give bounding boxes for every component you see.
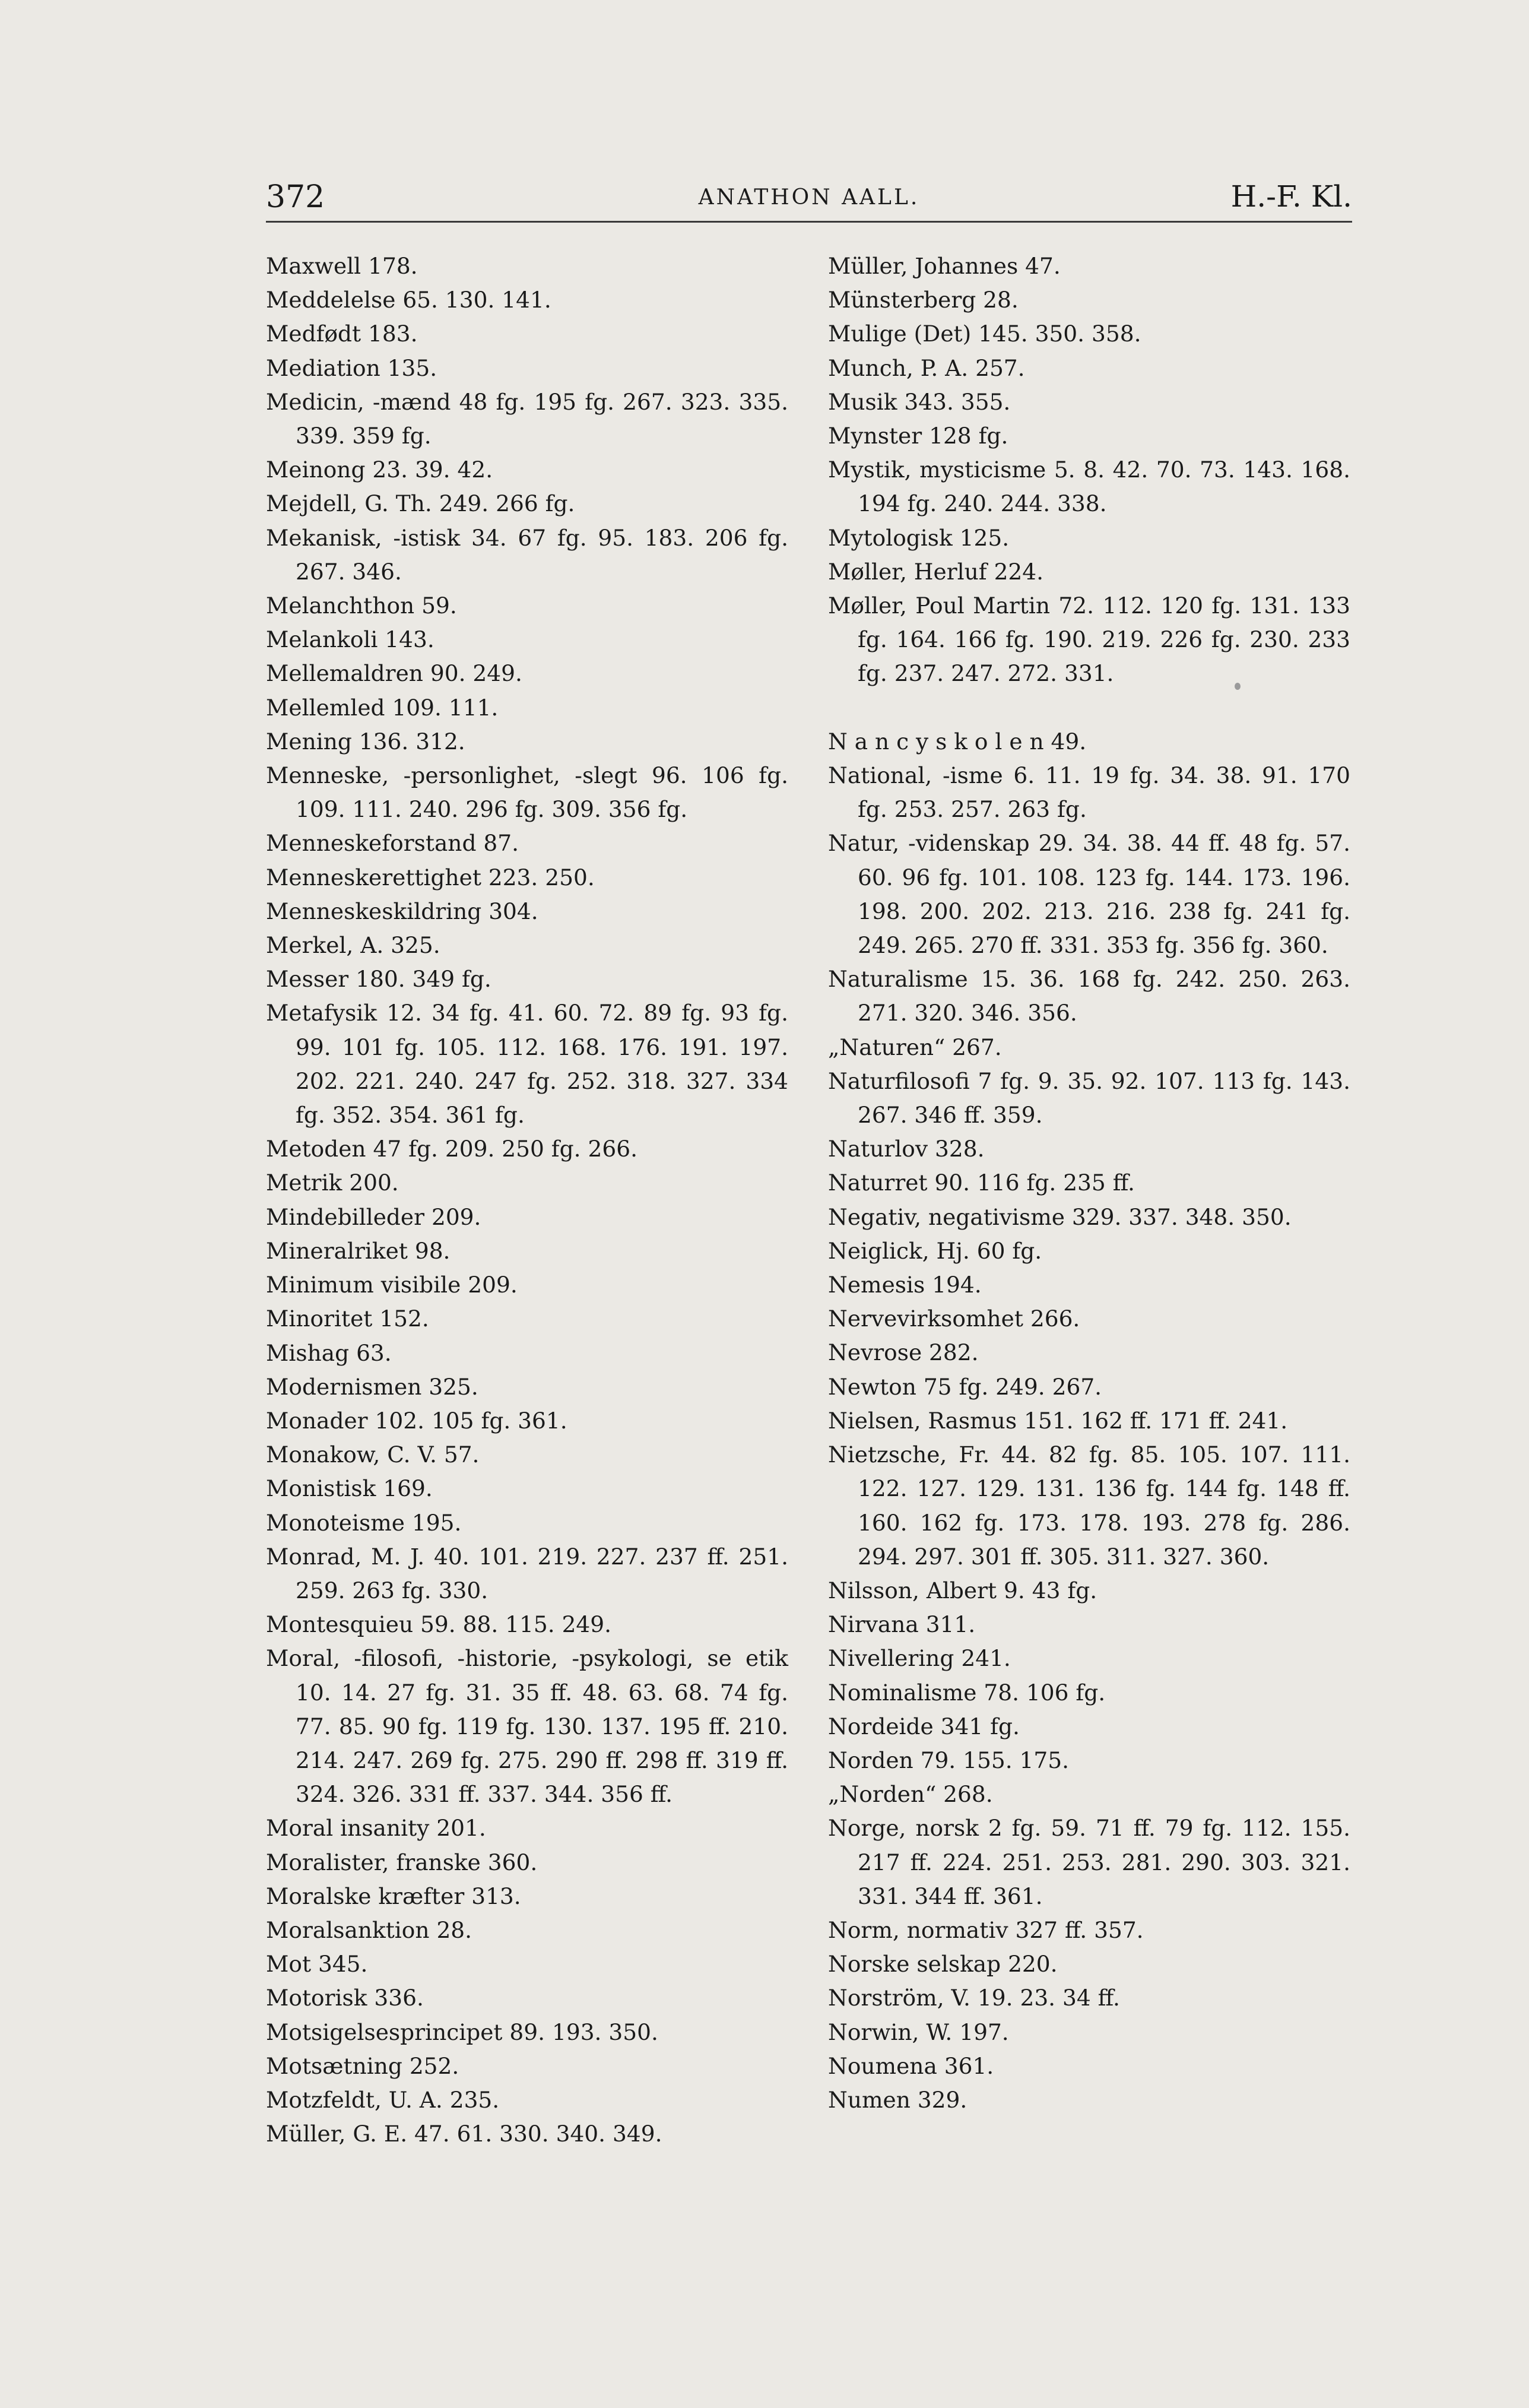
index-entry: Metrik 200. xyxy=(266,1170,399,1196)
index-entry: Montesquieu 59. 88. 115. 249. xyxy=(266,1611,612,1638)
index-entry: Monoteisme 195. xyxy=(266,1509,462,1536)
index-entry: Motorisk 336. xyxy=(266,1985,424,2011)
index-entry: Møller, Herluf 224. xyxy=(828,558,1044,585)
index-entry: Melanchthon 59. xyxy=(266,593,457,619)
index-entry: Monakow, C. V. 57. xyxy=(266,1441,480,1468)
index-entry: Motsigelsesprincipet 89. 193. 350. xyxy=(266,2019,658,2045)
index-entry: Moral, -filosofi, -historie, -psykologi, se etik 10. 14. 27 fg. 31. 35 ff. 48. 63. 68. 74 fg. 77. 85. 90 fg. 119 fg. 130. 137. 195 ff. 210. 214. 247. 269 fg. 275. 290 ff. 298 ff. 319 ff. 324. 326. 331 ff. 337. 344. 356 ff. xyxy=(266,1645,788,1808)
index-entry: Nemesis 194. xyxy=(828,1272,982,1298)
index-entry: Norske selskap 220. xyxy=(828,1951,1058,1978)
index-entry: Mineralriket 98. xyxy=(266,1237,451,1264)
index-entry: Meinong 23. 39. 42. xyxy=(266,457,493,483)
index-entry: Mynster 128 fg. xyxy=(828,423,1008,449)
index-entry: Metafysik 12. 34 fg. 41. 60. 72. 89 fg. 93 fg. 99. 101 fg. 105. 112. 168. 176. 191. 197. 202. 221. 240. 247 fg. 252. 318. 327. 334 fg. 352. 354. 361 fg. xyxy=(266,1000,788,1129)
index-entry: Menneskeforstand 87. xyxy=(266,830,519,857)
index-entry: Norden 79. 155. 175. xyxy=(828,1747,1070,1773)
index-entry: Motzfeldt, U. A. 235. xyxy=(266,2086,500,2113)
index-entry: Nilsson, Albert 9. 43 fg. xyxy=(828,1577,1097,1604)
index-entry: National, -isme 6. 11. 19 fg. 34. 38. 91. 170 fg. 253. 257. 263 fg. xyxy=(828,762,1350,823)
page-header xyxy=(266,172,1352,220)
index-entry: Norm, normativ 327 ff. 357. xyxy=(828,1916,1144,1943)
index-entry: Modernismen 325. xyxy=(266,1373,478,1400)
index-entry: Moralsanktion 28. xyxy=(266,1916,472,1943)
index-entry: Monader 102. 105 fg. 361. xyxy=(266,1407,567,1434)
class-mark: H.-F. Kl. xyxy=(1230,179,1352,214)
index-entry: N a n c y s k o l e n 49. xyxy=(828,728,1087,755)
index-entry: Mulige (Det) 145. 350. 358. xyxy=(828,321,1141,347)
page-number: 372 xyxy=(266,179,325,215)
index-entry: Munch, P. A. 257. xyxy=(828,354,1025,381)
index-entry: Motsætning 252. xyxy=(266,2052,459,2079)
index-entry: Nordeide 341 fg. xyxy=(828,1713,1020,1740)
index-entry: Natur, -videnskap 29. 34. 38. 44 ff. 48 fg. 57. 60. 96 fg. 101. 108. 123 fg. 144. 173. 196. 198. 200. 202. 213. 216. 238 fg. 241 fg. 249. 265. 270 ff. 331. 353 fg. 356 fg. 360. xyxy=(828,830,1350,959)
index-entry: Münsterberg 28. xyxy=(828,287,1019,313)
index-entry: Naturret 90. 116 fg. 235 ff. xyxy=(828,1170,1135,1196)
index-entry: Minimum visibile 209. xyxy=(266,1272,518,1298)
index-entry: Moralister, franske 360. xyxy=(266,1849,538,1875)
index-entry: Møller, Poul Martin 72. 112. 120 fg. 131. 133 fg. 164. 166 fg. 190. 219. 226 fg. 230. 233 fg. 237. 247. 272. 331. xyxy=(828,593,1350,687)
index-entry: Messer 180. 349 fg. xyxy=(266,966,491,993)
index-entry: Naturalisme 15. 36. 168 fg. 242. 250. 263. 271. 320. 346. 356. xyxy=(828,966,1350,1026)
ink-spot xyxy=(1235,683,1241,690)
running-title: ANATHON AALL. xyxy=(698,185,920,210)
index-column-left xyxy=(266,249,788,2151)
index-entry: Monistisk 169. xyxy=(266,1475,433,1502)
index-entry: Nirvana 311. xyxy=(828,1611,976,1638)
index-entry: Menneske, -personlighet, -slegt 96. 106 fg. 109. 111. 240. 296 fg. 309. 356 fg. xyxy=(266,762,788,823)
index-entry: Naturfilosofi 7 fg. 9. 35. 92. 107. 113 fg. 143. 267. 346 ff. 359. xyxy=(828,1067,1350,1129)
index-entry: Melankoli 143. xyxy=(266,626,434,653)
index-entry: Norström, V. 19. 23. 34 ff. xyxy=(828,1985,1120,2011)
header-rule xyxy=(266,221,1352,223)
index-entry: Mellemled 109. 111. xyxy=(266,694,499,721)
index-entry: Neiglick, Hj. 60 fg. xyxy=(828,1237,1042,1264)
index-entry: Merkel, A. 325. xyxy=(266,932,440,959)
index-entry: Mediation 135. xyxy=(266,354,437,381)
index-entry: „Norden“ 268. xyxy=(828,1781,993,1808)
index-entry: Monrad, M. J. 40. 101. 219. 227. 237 ff. 251. 259. 263 fg. 330. xyxy=(266,1543,788,1604)
index-entry: Menneskeskildring 304. xyxy=(266,898,538,924)
index-entry: Nevrose 282. xyxy=(828,1339,979,1366)
index-entry: Müller, Johannes 47. xyxy=(828,253,1061,279)
index-entry: Nielsen, Rasmus 151. 162 ff. 171 ff. 241. xyxy=(828,1407,1288,1434)
index-entry: Medicin, -mænd 48 fg. 195 fg. 267. 323. 335. 339. 359 fg. xyxy=(266,388,788,449)
index-entry: Mekanisk, -istisk 34. 67 fg. 95. 183. 206 fg. 267. 346. xyxy=(266,524,788,585)
index-entry: Norge, norsk 2 fg. 59. 71 ff. 79 fg. 112. 155. 217 ff. 224. 251. 253. 281. 290. 303. 321. 331. 344 ff. 361. xyxy=(828,1815,1350,1909)
index-column-right xyxy=(828,249,1350,2117)
index-entry: Maxwell 178. xyxy=(266,253,418,279)
index-entry: Nervevirksomhet 266. xyxy=(828,1306,1080,1332)
index-entry: Mellemaldren 90. 249. xyxy=(266,660,522,687)
index-entry: Mejdell, G. Th. 249. 266 fg. xyxy=(266,490,575,517)
index-entry: Nivellering 241. xyxy=(828,1645,1011,1672)
index-entry: Minoritet 152. xyxy=(266,1306,429,1332)
index-entry: Musik 343. 355. xyxy=(828,388,1011,415)
index-entry: Mening 136. 312. xyxy=(266,728,465,755)
index-entry: Menneskerettighet 223. 250. xyxy=(266,864,595,891)
index-entry: Norwin, W. 197. xyxy=(828,2019,1009,2045)
index-entry: Newton 75 fg. 249. 267. xyxy=(828,1373,1102,1400)
index-entry: Mindebilleder 209. xyxy=(266,1203,481,1230)
index-entry: Negativ, negativisme 329. 337. 348. 350. xyxy=(828,1203,1292,1230)
index-entry: Moralske kræfter 313. xyxy=(266,1883,521,1909)
index-entry: Müller, G. E. 47. 61. 330. 340. 349. xyxy=(266,2121,662,2147)
index-entry: „Naturen“ 267. xyxy=(828,1034,1002,1060)
index-entry: Naturlov 328. xyxy=(828,1136,985,1162)
index-entry: Metoden 47 fg. 209. 250 fg. 266. xyxy=(266,1136,638,1162)
index-entry: Nominalisme 78. 106 fg. xyxy=(828,1679,1106,1706)
index-entry: Meddelelse 65. 130. 141. xyxy=(266,287,551,313)
index-entry: Noumena 361. xyxy=(828,2052,994,2079)
index-entry: Mystik, mysticisme 5. 8. 42. 70. 73. 143. 168. 194 fg. 240. 244. 338. xyxy=(828,457,1350,517)
index-entry: Mot 345. xyxy=(266,1951,368,1978)
index-entry: Medfødt 183. xyxy=(266,321,418,347)
index-entry: Numen 329. xyxy=(828,2086,967,2113)
index-entry: Mishag 63. xyxy=(266,1339,392,1366)
index-entry: Nietzsche, Fr. 44. 82 fg. 85. 105. 107. 111. 122. 127. 129. 131. 136 fg. 144 fg. 148 ff. 160. 162 fg. 173. 178. 193. 278 fg. 286. 294. 297. 301 ff. 305. 311. 327. 360. xyxy=(828,1441,1350,1570)
index-entry: Moral insanity 201. xyxy=(266,1815,486,1842)
index-entry: Mytologisk 125. xyxy=(828,524,1010,551)
